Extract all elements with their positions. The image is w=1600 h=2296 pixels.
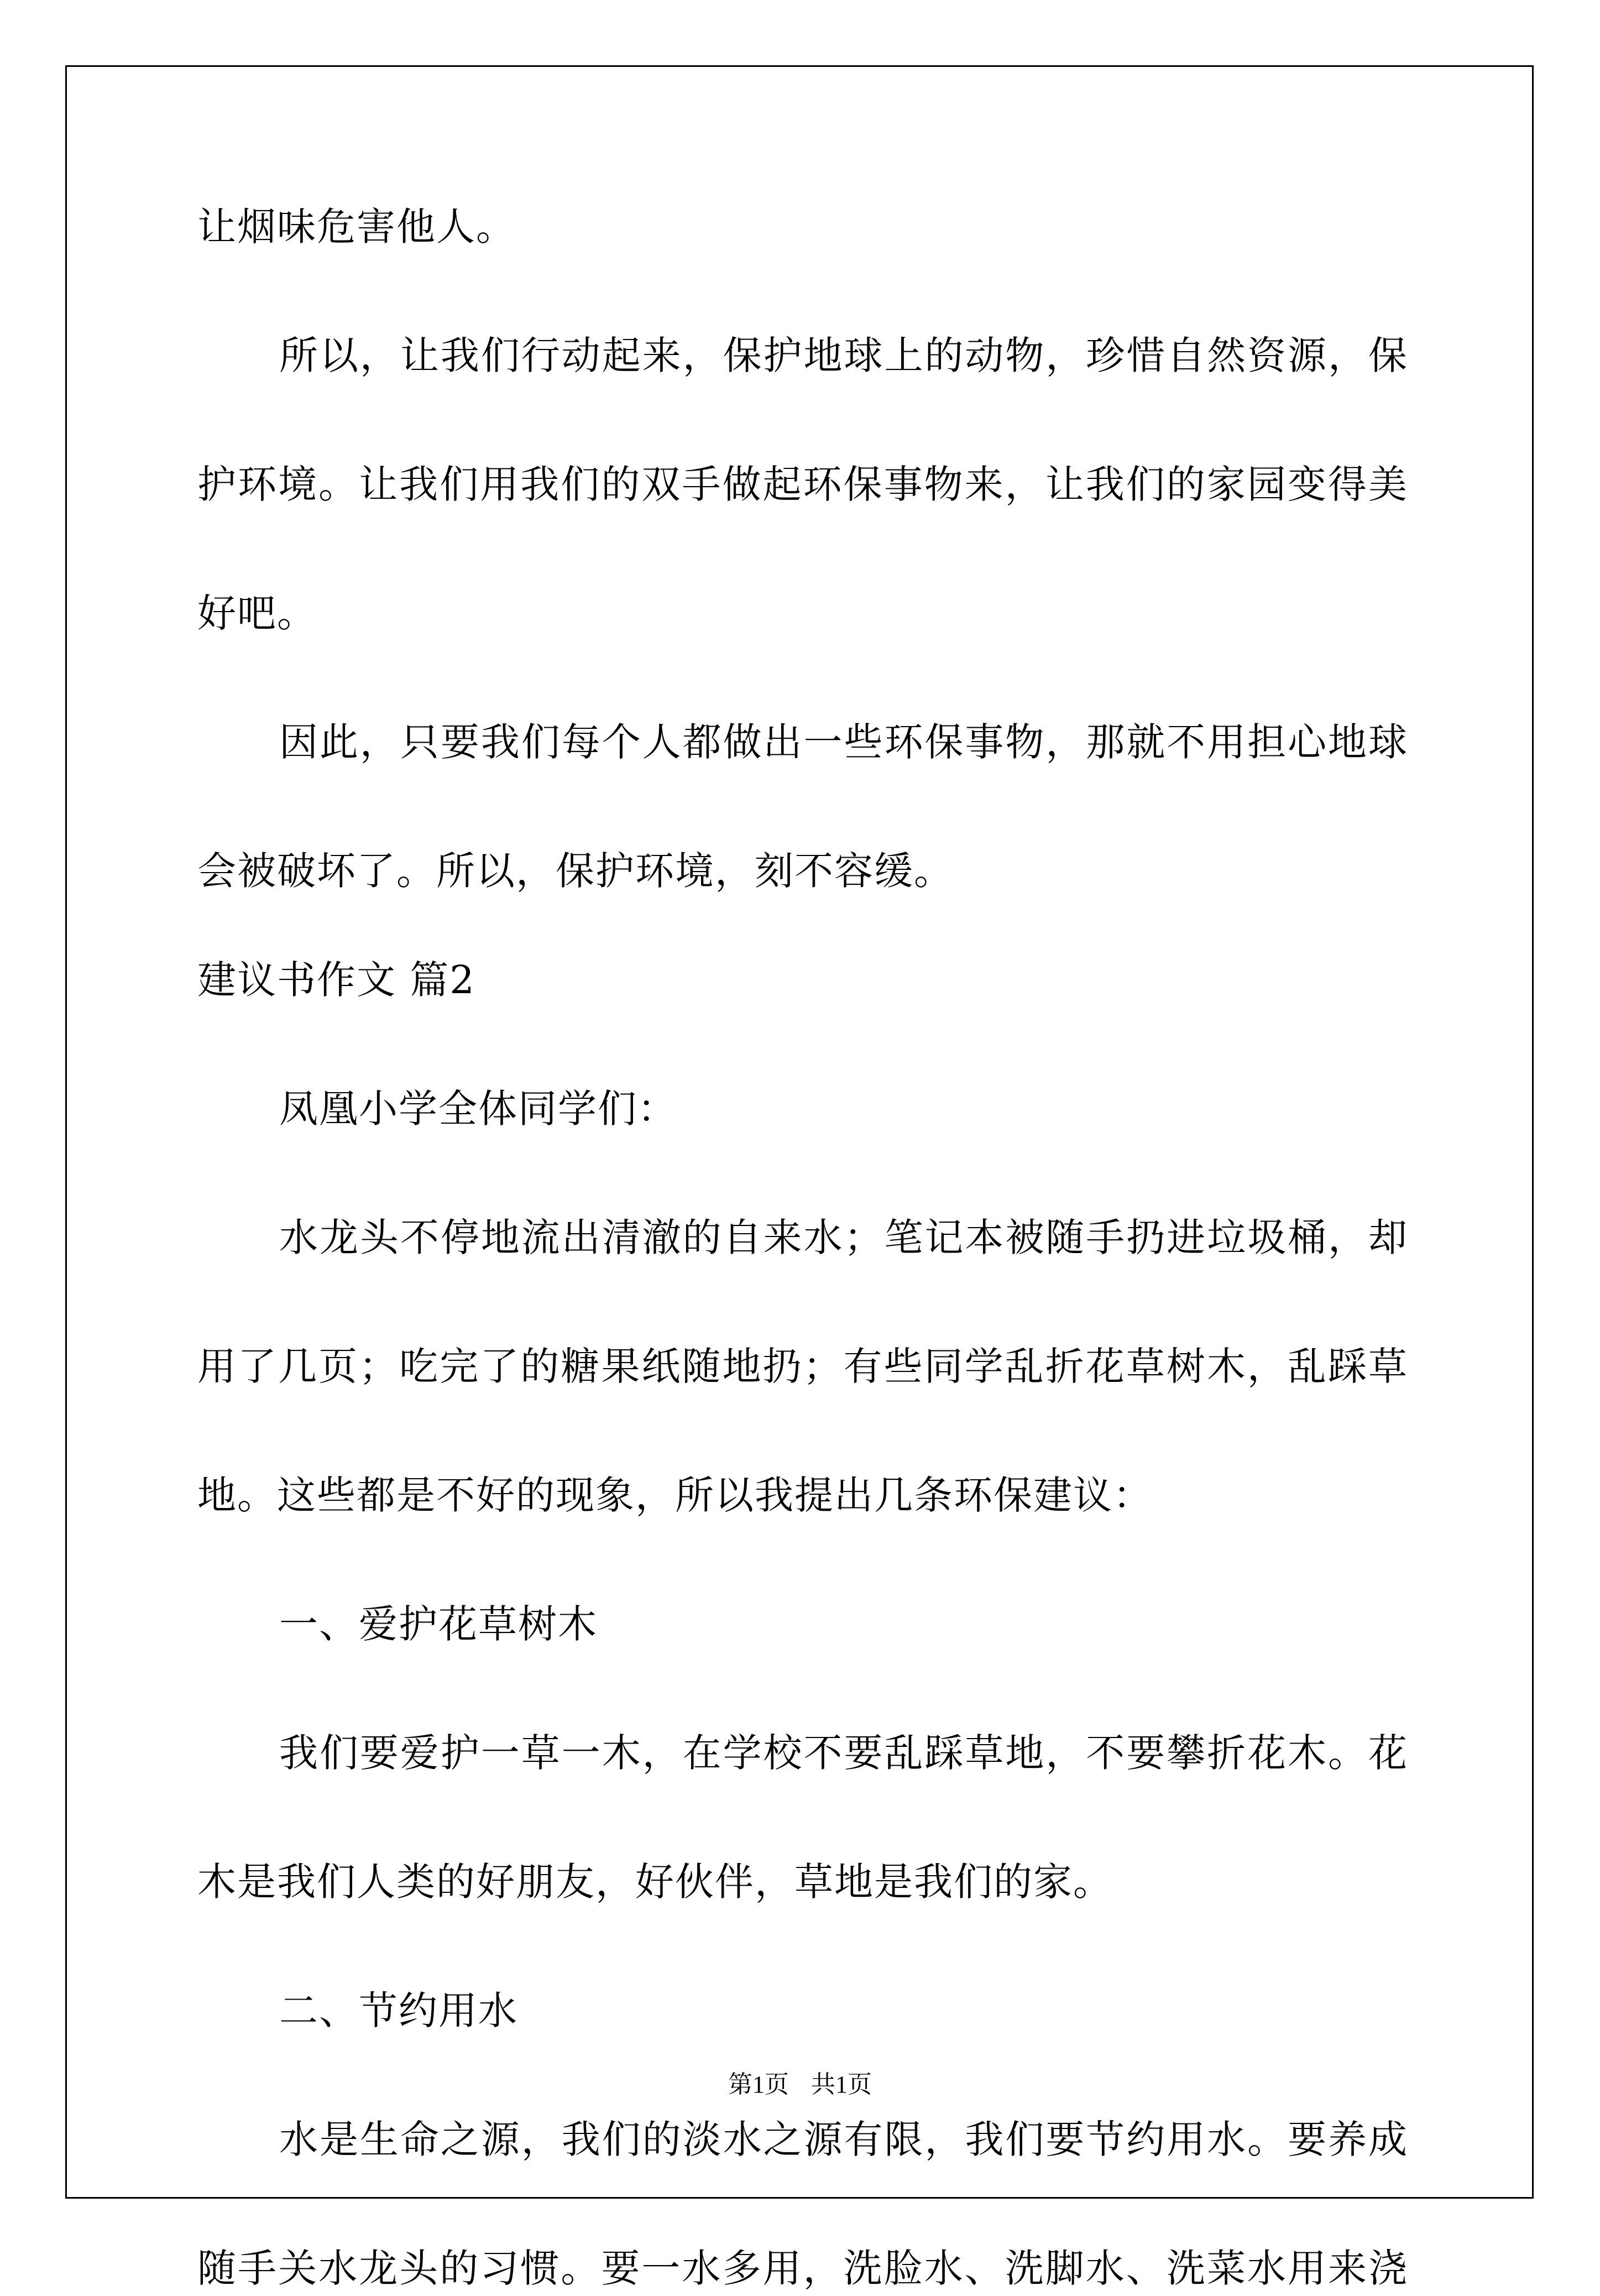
text-line: 因此，只要我们每个人都做出一些环保事物，那就不用担心地球 (279, 719, 1408, 765)
page-total: 共1页 (811, 2071, 872, 2098)
list-heading: 一、爱护花草树木 (279, 1601, 598, 1647)
text-line: 木是我们人类的好朋友，好伙伴，草地是我们的家。 (197, 1859, 1113, 1904)
text-line: 护环境。让我们用我们的双手做起环保事物来，让我们的家园变得美 (197, 462, 1408, 507)
page-number: 第1页 (728, 2071, 789, 2098)
page-footer (0, 2068, 1600, 2101)
text-line: 让烟味危害他人。 (197, 204, 516, 249)
text-line: 好吧。 (197, 591, 317, 636)
list-heading: 二、节约用水 (279, 1988, 518, 2033)
section-heading: 建议书作文 篇2 (197, 957, 475, 1003)
text-line: 地。这些都是不好的现象，所以我提出几条环保建议： (197, 1473, 1153, 1518)
text-line: 用了几页；吃完了的糖果纸随地扔；有些同学乱折花草树木，乱踩草 (197, 1344, 1408, 1389)
text-line: 水龙头不停地流出清澈的自来水；笔记本被随手扔进垃圾桶，却 (279, 1215, 1408, 1260)
text-line: 所以，让我们行动起来，保护地球上的动物，珍惜自然资源，保 (279, 333, 1408, 378)
salutation: 凤凰小学全体同学们： (279, 1086, 677, 1131)
text-line: 我们要爱护一草一木，在学校不要乱踩草地，不要攀折花木。花 (279, 1730, 1408, 1776)
text-line: 会被破坏了。所以，保护环境，刻不容缓。 (197, 848, 954, 894)
text-line: 随手关水龙头的习惯。要一水多用，洗脸水、洗脚水、洗菜水用来浇 (197, 2246, 1408, 2291)
text-line: 水是生命之源，我们的淡水之源有限，我们要节约用水。要养成 (279, 2117, 1408, 2162)
document-body (197, 199, 1408, 2296)
